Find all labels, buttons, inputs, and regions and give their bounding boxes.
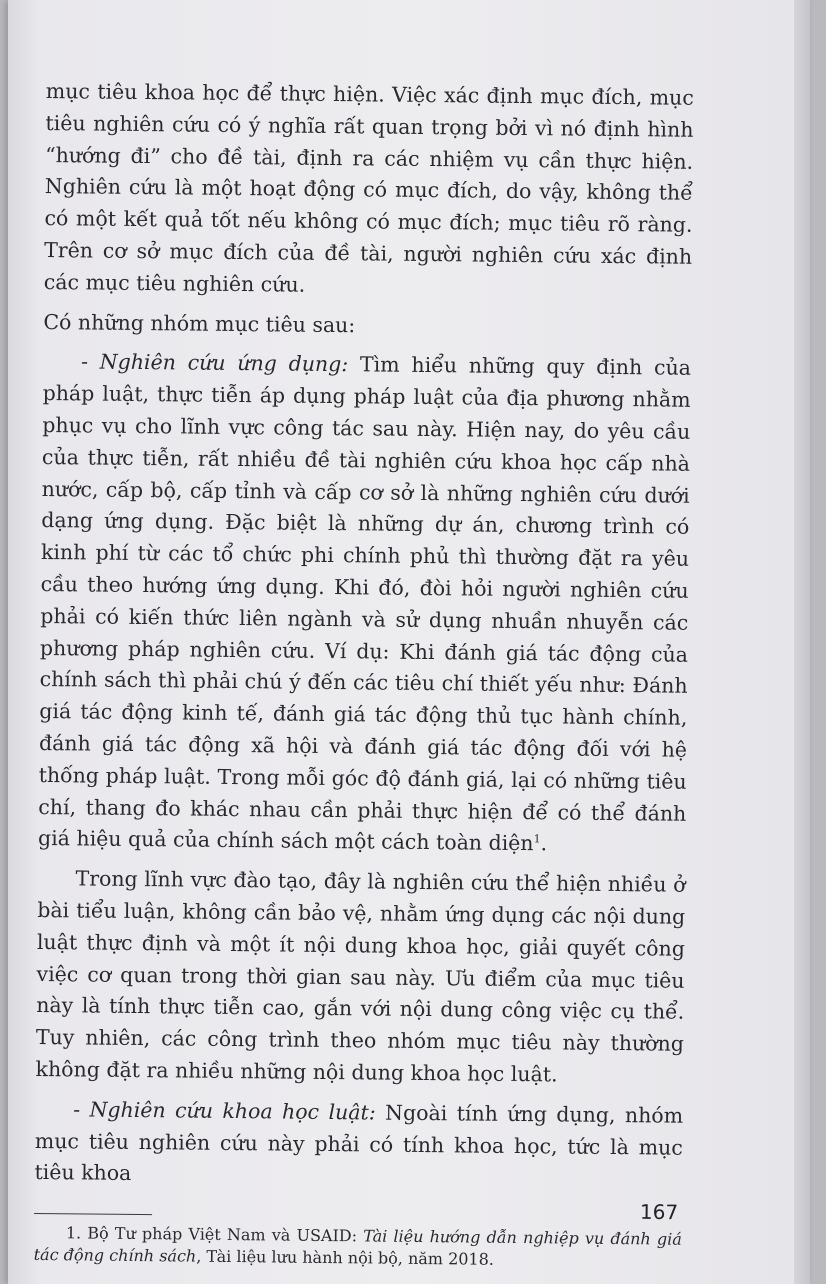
paragraph-training: Trong lĩnh vực đào tạo, đây là nghiên cứu thể hiện nhiều ở bài tiểu luận, không cần bảo vệ, nhằm ứng dụng các nội dung luật thực định và một ít nội dung khoa học, giải quyết công việc cơ quan trong thời gian sau này. Ưu điểm của mục tiêu này là tính thực tiễn cao, gắn với nội dung công việc cụ thể. Tuy nhiên, các công trình theo nhóm mục tiêu này thường không đặt ra nhiều những nội dung khoa học luật. bbox=[35, 866, 686, 1087]
page-number: 167 bbox=[639, 1199, 679, 1225]
footnote-ref: 1 bbox=[533, 832, 541, 846]
footnote-suffix: , Tài liệu lưu hành nội bộ, năm 2018. bbox=[196, 1246, 495, 1269]
legal-science-text: Ngoài tính ứng dụng, nhóm mục tiêu nghiên cứu này phải có tính khoa học, tức là mục tiêu khoa bbox=[34, 1100, 684, 1186]
book-page bbox=[8, 0, 810, 1284]
paragraph-applied-research bbox=[38, 346, 691, 862]
footnote-title: Tài liệu hướng dẫn nghiệp vụ đánh giá tác động chính sách bbox=[33, 1226, 682, 1266]
legal-science-heading: - Nghiên cứu khoa học luật: bbox=[73, 1097, 376, 1125]
body-text bbox=[34, 76, 694, 1273]
applied-research-heading: - Nghiên cứu ứng dụng: bbox=[80, 349, 349, 377]
paragraph-1: mục tiêu khoa học để thực hiện. Việc xác định mục đích, mục tiêu nghiên cứu có ý nghĩa rất quan trọng bởi vì nó định hình “hướng đi” cho đề tài, định ra các nhiệm vụ cần thực hiện. Nghiên cứu là một hoạt động có mục đích, do vậy, không thể có một kết quả tốt nếu không có mục đích; mục tiêu rõ ràng. Trên cơ sở mục đích của đề tài, người nghiên cứu xác định các mục tiêu nghiên cứu. bbox=[43, 78, 694, 297]
footnote-divider bbox=[34, 1213, 152, 1215]
applied-research-end: . bbox=[540, 831, 548, 856]
footnote-prefix: Bộ Tư pháp Việt Nam và USAID: bbox=[81, 1223, 364, 1246]
paragraph-legal-science bbox=[34, 1094, 683, 1196]
applied-research-text: Tìm hiểu những quy định của pháp luật, thực tiễn áp dụng pháp luật của địa phương nhằm phục vụ cho lĩnh vực công tác sau này. Hiện nay, do yêu cầu của thực tiễn, rất nhiều đề tài nghiên cứu khoa học cấp nhà nước, cấp bộ, cấp tỉnh và cấp cơ sở là những nghiên cứu dưới dạng ứng dụng. Đặc biệt là những dự án, chương trình có kinh phí từ các tổ chức phi chính phủ thì thường đặt ra yêu cầu theo hướng ứng dụng. Khi đó, đòi hỏi người nghiên cứu phải có kiến thức liên ngành và sử dụng nhuần nhuyễn các phương pháp nghiên cứu. Ví dụ: Khi đánh giá tác động của chính sách thì phải chú ý đến các tiêu chí thiết yếu như: Đánh giá tác động kinh tế, đánh giá tác động thủ tục hành chính, đánh giá tác động xã hội và đánh giá tác động đối với hệ thống pháp luật. Trong mỗi góc độ đánh giá, lại có những tiêu chí, thang đo khác nhau cần phải thực hiện để có thể đánh giá hiệu quả của chính sách một cách toàn diện bbox=[37, 352, 692, 856]
page-edge bbox=[794, 0, 810, 1284]
paragraph-2: Có những nhóm mục tiêu sau: bbox=[43, 309, 356, 337]
footnote bbox=[34, 1222, 682, 1273]
footnote-number: 1. bbox=[65, 1223, 82, 1243]
